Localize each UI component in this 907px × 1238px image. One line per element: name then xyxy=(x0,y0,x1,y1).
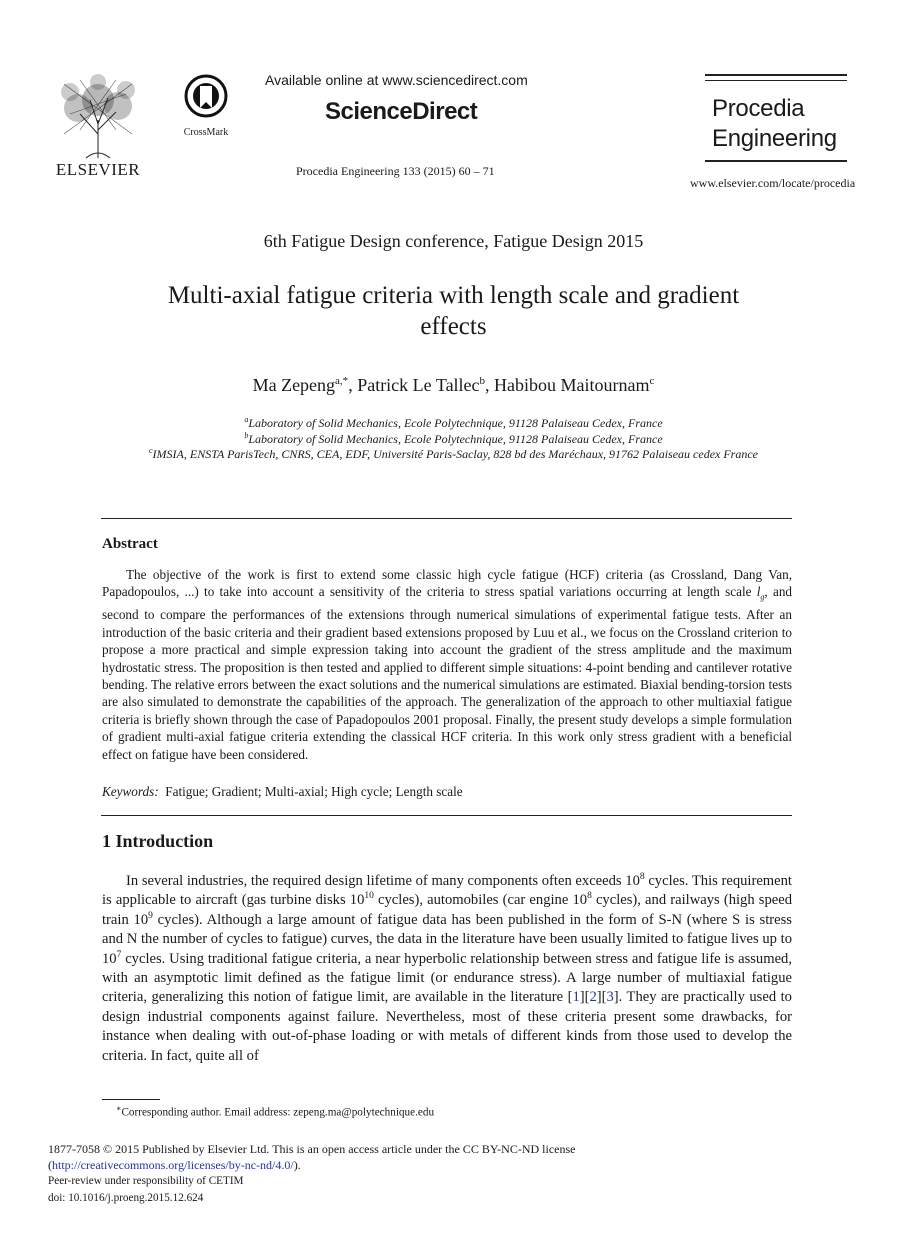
section-heading-introduction: 1 Introduction xyxy=(102,831,214,851)
abstract-text-part1: The objective of the work is first to extend some classic high cycle fatigue (HCF) criteria (as Crossland, Dang Van, Papadopoulos, ...) to take into account a sensitivity of the criteria to stress spatial variations occurring at length scale xyxy=(102,567,792,600)
crossmark-icon xyxy=(184,74,228,120)
author-affiliation-mark: c xyxy=(649,375,655,387)
license-url-line xyxy=(48,1157,575,1173)
exponent: 7 xyxy=(116,949,122,960)
journal-name xyxy=(712,94,837,154)
author-affiliation-mark: a,* xyxy=(335,375,349,387)
affiliation-mark: b xyxy=(244,431,249,440)
license-line: 1877-7058 © 2015 Published by Elsevier Ltd. This is an open access article under the CC BY-NC-ND license xyxy=(48,1142,576,1156)
journal-url[interactable]: www.elsevier.com/locate/procedia xyxy=(690,176,856,190)
paper-title-line2: effects xyxy=(420,313,487,340)
intro-text-run: cycles. This requirement is applicable to aircraft (gas turbine disks 10 xyxy=(102,873,792,909)
sciencedirect-brand[interactable]: ScienceDirect xyxy=(325,98,478,125)
abstract-text xyxy=(102,566,792,763)
available-online: Available online at www.sciencedirect.com xyxy=(265,72,528,88)
intro-text-run: ][ xyxy=(579,989,590,1006)
abstract-heading: Abstract xyxy=(102,536,158,552)
crossmark-label: CrossMark xyxy=(183,127,229,138)
license-url-link[interactable]: http://creativecommons.org/licenses/by-nc-nd/4.0/ xyxy=(52,1158,294,1172)
exponent: 8 xyxy=(639,872,645,883)
paper-title-line1: Multi-axial fatigue criteria with length scale and gradient xyxy=(167,282,740,309)
affiliation-text: Laboratory of Solid Mechanics, Ecole Polytechnique, 91128 Palaiseau Cedex, France xyxy=(248,432,663,446)
license-notice xyxy=(48,1141,575,1173)
affiliation-text: IMSIA, ENSTA ParisTech, CNRS, CEA, EDF, Université Paris-Saclay, 828 bd des Maréchaux, 91762 Palaiseau cedex France xyxy=(152,447,759,461)
abstract-text-part2: , and second to compare the performances of the extensions through numerical simulations of experimental fatigue tests. After an introduction of the basic criteria and their gradient based extensions proposed by Luu et al., we focus on the Crossland criterion to propose a more practical and simple expression taking into account the gradient of the stress amplitude and the maximum hydrostatic stress. The proposition is then tested and applied to different simple situations: 4-point bending and cantilever rotative bending. The relative errors between the exact solutions and the numerical simulations are estimated. Biaxial bending-torsion tests are also simulated to demonstrate the capabilities of the approach. The generalization of the approach to other multiaxial fatigue criteria is briefly shown through the case of Papadopoulos 2001 proposal. Finally, the present study develops a simple formulation of gradient multi-axial fatigue criteria extending the classical HCF criteria. In this work only stress gradient with a beneficial effect on fatigue have been considered. xyxy=(102,584,793,762)
journal-name-line2: Engineering xyxy=(712,125,837,152)
paper-title xyxy=(100,280,807,342)
exponent: 10 xyxy=(364,891,374,902)
intro-text-run: cycles), and railways (high speed train 10 xyxy=(102,892,793,928)
author-name: Ma Zepeng xyxy=(252,375,336,395)
publisher-name: ELSEVIER xyxy=(55,160,141,179)
citation-link[interactable]: 3 xyxy=(606,989,614,1006)
affiliation xyxy=(0,431,907,447)
exponent: 8 xyxy=(587,891,592,902)
affiliation xyxy=(0,446,907,462)
intro-text-run: cycles), automobiles (car engine 10 xyxy=(373,892,588,909)
affiliation-mark: c xyxy=(148,446,153,455)
author-affiliation-mark: b xyxy=(479,375,486,387)
journal-rule-top xyxy=(705,74,847,76)
affiliation-text: Laboratory of Solid Mechanics, Ecole Polytechnique, 91128 Palaiseau Cedex, France xyxy=(248,416,663,430)
citation-link[interactable]: 2 xyxy=(589,989,597,1006)
length-scale-symbol: l xyxy=(756,584,761,600)
abstract-rule-top xyxy=(101,518,792,519)
intro-text-run: ]. They are practically used to design industrial components against failure. Nevertheless, most of these criteria present some drawbacks, for instance when dealing with out-of-phase loading or with metals of different kinds from those used to develop the criteria. In fact, quite all of xyxy=(102,989,792,1064)
citation-link[interactable]: 1 xyxy=(572,989,580,1006)
intro-text-run: ][ xyxy=(596,989,607,1006)
peer-review-note: Peer-review under responsibility of CETIM xyxy=(48,1175,244,1187)
footnote-mark: ∗ xyxy=(116,1104,122,1113)
journal-name-line1: Procedia xyxy=(712,95,805,122)
footnote-text: Corresponding author. Email address: zepeng.ma@polytechnique.edu xyxy=(121,1106,435,1119)
affiliation-mark: a xyxy=(244,415,249,424)
author-list: Ma Zepeng$^{a,*}$, Patrick Le Tallec$^b$, Habibou Maitournam$^c$ xyxy=(252,375,655,395)
intro-text-run: cycles). Although a large amount of fatigue data has been published in the form of S-N (where S is stress and N the number of cycles to fatigue) curves, the data in the literature have been usually limited to fatigue lives up to 10 xyxy=(102,911,792,967)
journal-rule-top-thin xyxy=(705,80,847,81)
keywords xyxy=(102,784,463,800)
intro-text-run: cycles. Using traditional fatigue criteria, a near hyperbolic relationship between stress and fatigue life is assumed, with an asymptotic limit defined as the fatigue limit (or endurance stress). A large number of multiaxial fatigue criteria, generalizing this notion of fatigue limit, are available in the literature [ xyxy=(102,950,792,1006)
length-scale-subscript: g xyxy=(760,593,765,603)
author-name: Habibou Maitournam xyxy=(494,375,650,395)
author-name: Patrick Le Tallec xyxy=(357,375,480,395)
doi[interactable]: doi: 10.1016/j.proeng.2015.12.624 xyxy=(48,1192,204,1204)
journal-rule-bottom xyxy=(705,160,847,162)
corresponding-author-footnote xyxy=(116,1104,434,1119)
exponent: 9 xyxy=(148,910,153,921)
conference-name: 6th Fatigue Design conference, Fatigue Design 2015 xyxy=(263,231,644,251)
keywords-text: Fatigue; Gradient; Multi-axial; High cycle; Length scale xyxy=(165,784,463,799)
abstract-rule-bottom xyxy=(101,815,792,816)
journal-reference: Procedia Engineering 133 (2015) 60 – 71 xyxy=(296,164,495,178)
keywords-label: Keywords: xyxy=(102,784,159,799)
affiliation xyxy=(0,415,907,431)
footnote-rule xyxy=(102,1099,160,1100)
license-paren-open: ( xyxy=(48,1158,52,1172)
license-paren-close: ). xyxy=(293,1158,301,1172)
crossmark-badge[interactable] xyxy=(178,74,234,138)
intro-text-run: In several industries, the required design lifetime of many components often exceeds 10 xyxy=(126,873,640,889)
introduction-text xyxy=(102,872,792,1066)
